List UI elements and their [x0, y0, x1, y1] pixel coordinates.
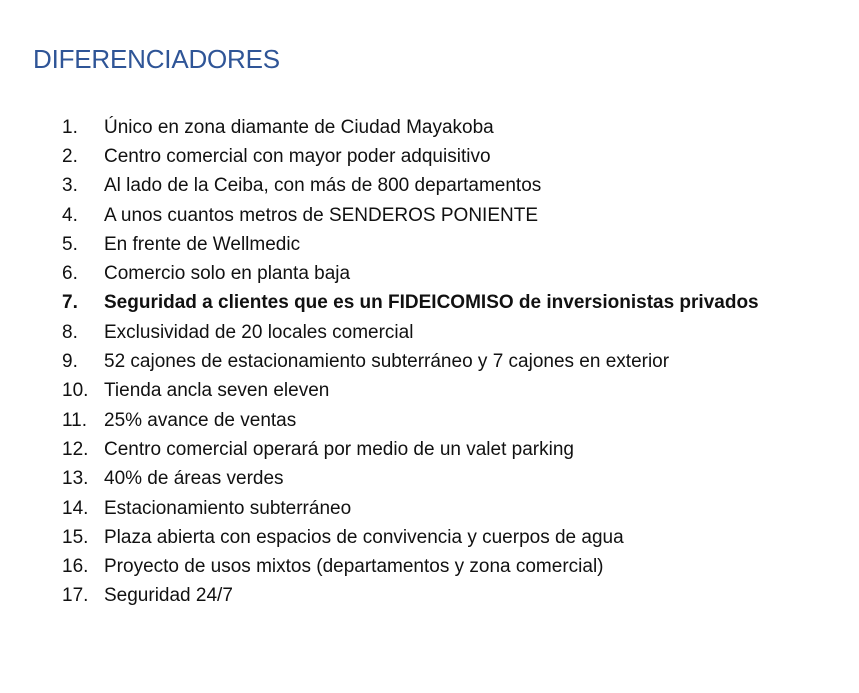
list-item-text: 40% de áreas verdes	[104, 468, 284, 490]
list-item	[62, 289, 852, 318]
list-item-text: Comercio solo en planta baja	[104, 263, 351, 285]
list-item	[62, 259, 852, 288]
list-item-text: Centro comercial con mayor poder adquisitivo	[104, 145, 491, 167]
list-item-number: 14.	[62, 497, 89, 519]
list-item-number: 4.	[62, 204, 78, 226]
list-item-number: 13.	[62, 468, 89, 490]
list-item-text: En frente de Wellmedic	[104, 233, 301, 255]
list-item-number: 11.	[62, 409, 88, 431]
list-item-text: A unos cuantos metros de SENDEROS PONIENTE	[104, 204, 539, 226]
list-item	[62, 435, 852, 464]
list-item-number: 1.	[62, 116, 78, 138]
list-item-number: 9.	[62, 351, 78, 373]
list-item	[62, 377, 852, 406]
list-item	[62, 142, 852, 171]
page-title: DIFERENCIADORES	[33, 44, 280, 75]
list-item	[62, 552, 852, 581]
list-item-text: Exclusividad de 20 locales comercial	[104, 321, 414, 343]
list-item-number: 10.	[62, 380, 89, 402]
list-item-text: Tienda ancla seven eleven	[104, 380, 330, 402]
list-item	[62, 172, 852, 201]
list-item-text: Seguridad 24/7	[104, 585, 233, 607]
list-item-number: 8.	[62, 321, 78, 343]
list-item-text: Plaza abierta con espacios de convivencia y cuerpos de agua	[104, 526, 624, 548]
list-item-number: 17.	[62, 585, 89, 607]
list-item-text: Centro comercial operará por medio de un valet parking	[104, 438, 574, 460]
list-item-number: 15.	[62, 526, 89, 548]
list-item-number: 2.	[62, 145, 78, 167]
list-item-number: 12.	[62, 438, 89, 460]
list-item-number: 7.	[62, 292, 78, 314]
list-item-text: Estacionamiento subterráneo	[104, 497, 352, 519]
list-item-text: Único en zona diamante de Ciudad Mayakoba	[104, 116, 494, 138]
list-item-number: 3.	[62, 175, 78, 197]
list-item-number: 16.	[62, 556, 89, 578]
list-item-text: 52 cajones de estacionamiento subterráneo y 7 cajones en exterior	[104, 351, 670, 373]
list-item	[62, 113, 852, 142]
list-item	[62, 406, 852, 435]
list-item-text: Al lado de la Ceiba, con más de 800 departamentos	[104, 175, 542, 197]
list-item	[62, 201, 852, 230]
list-item-number: 6.	[62, 263, 78, 285]
differentiators-list	[62, 113, 852, 611]
list-item	[62, 318, 852, 347]
list-item-text: Proyecto de usos mixtos (departamentos y zona comercial)	[104, 556, 604, 578]
list-item	[62, 523, 852, 552]
list-item	[62, 494, 852, 523]
list-item-text: Seguridad a clientes que es un FIDEICOMISO de inversionistas privados	[104, 292, 759, 314]
list-item	[62, 465, 852, 494]
list-item	[62, 230, 852, 259]
list-item	[62, 347, 852, 376]
list-item-number: 5.	[62, 233, 78, 255]
list-item	[62, 582, 852, 611]
list-item-text: 25% avance de ventas	[104, 409, 297, 431]
